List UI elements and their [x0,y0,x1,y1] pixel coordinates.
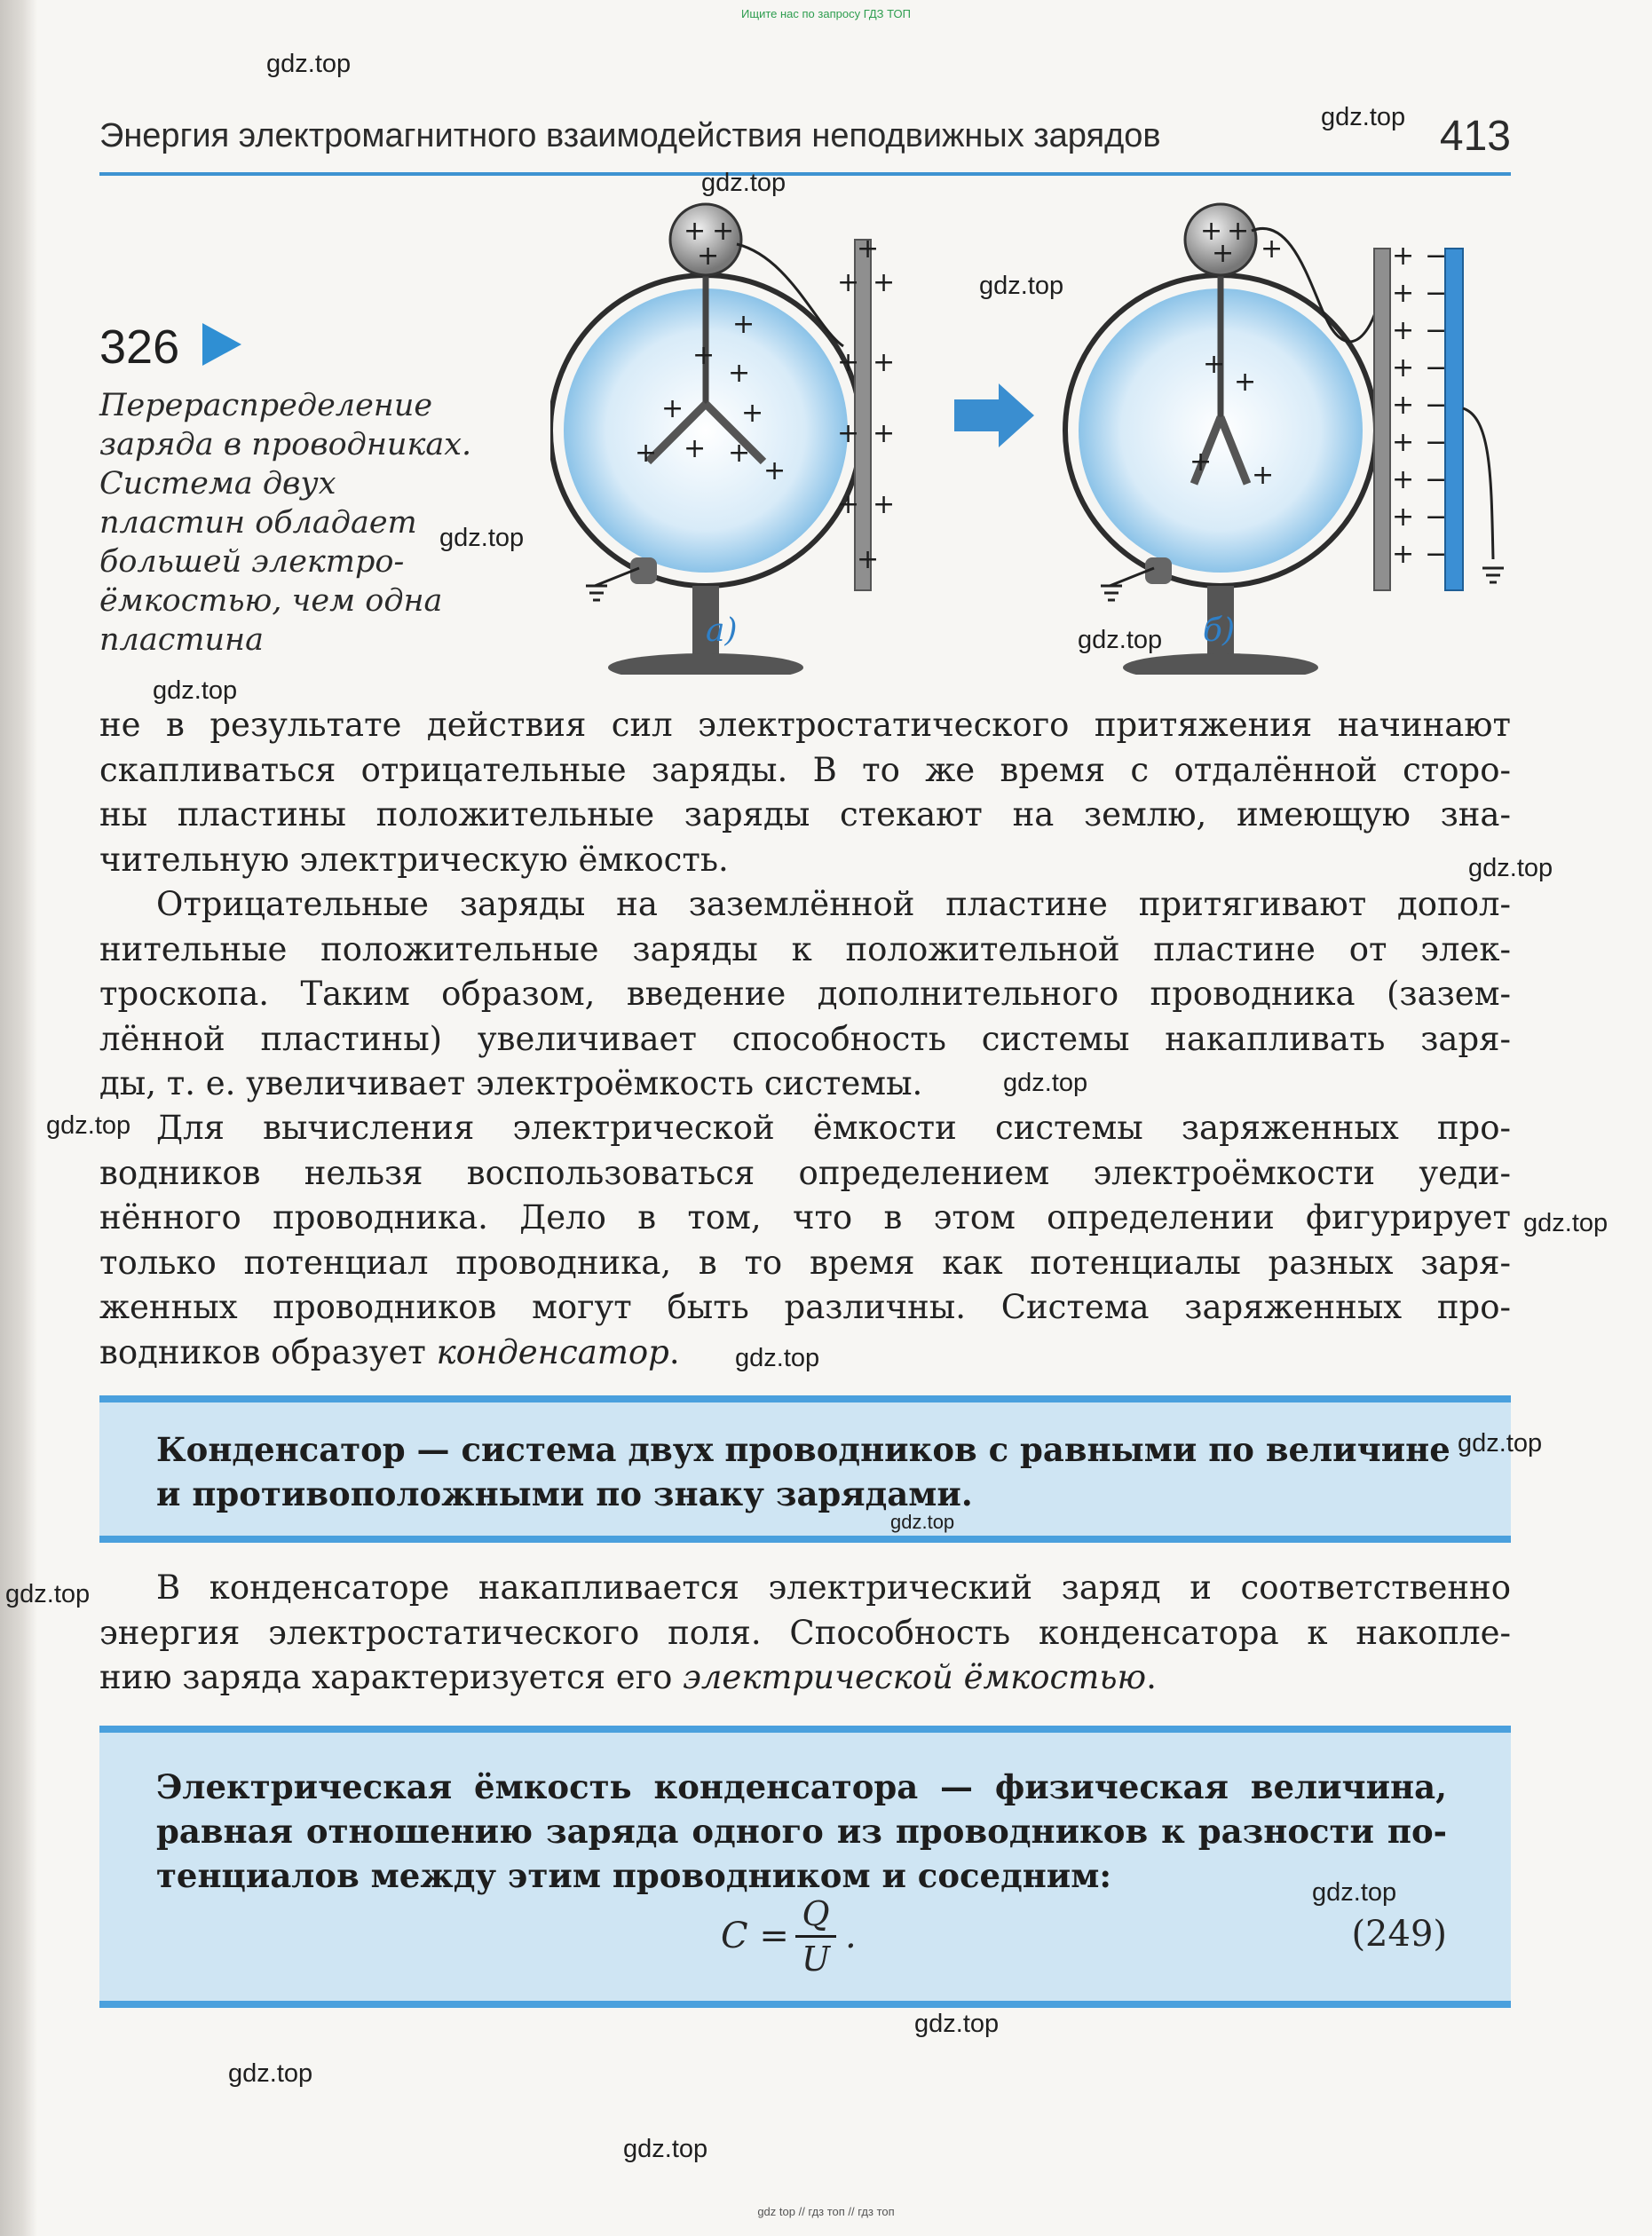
text-line: нительные положительные заряды к положительной пластине от элек- [99,929,1511,968]
plus-charge-mark: + [1227,216,1250,247]
text-line: Для вычисления электрической ёмкости системы заряженных про- [156,1109,1511,1147]
plus-charge-mark: + [1392,390,1415,421]
formula-denominator: U [801,1940,831,1979]
plus-charge-mark: + [1203,349,1226,380]
panel-label-a: а) [706,612,738,649]
minus-charge-mark: − [1425,464,1448,495]
plus-charge-mark: + [697,241,720,272]
plus-charge-mark: + [857,544,880,575]
definition-text [156,1427,1450,1516]
watermark: gdz.top [228,2059,313,2088]
plus-charge-mark: + [741,398,764,429]
definition-line: и противоположными по знаку зарядами. [156,1474,973,1513]
plus-charge-mark: + [1392,315,1415,346]
watermark: gdz.top [1312,1878,1397,1907]
text-line: нённого проводника. Дело в том, что в этом определении фигурирует [99,1198,1511,1237]
watermark: gdz.top [439,524,525,552]
plus-charge-mark: + [1200,216,1223,247]
text-line [99,1655,1511,1701]
watermark: gdz.top [623,2135,708,2163]
minus-charge-mark: − [1425,502,1448,533]
plus-charge-mark: + [1190,446,1213,478]
plus-charge-mark: + [661,393,684,424]
positive-plate-b [1374,249,1390,590]
plus-charge-mark: + [1392,539,1415,570]
text-run: . [1146,1658,1157,1696]
term-capacitor: конденсатор [436,1332,669,1371]
caption-line: Система двух [99,466,336,502]
minus-charge-mark: − [1425,352,1448,383]
transition-arrow-icon [954,383,1034,447]
top-note: Ищите нас по запросу ГДЗ ТОП [741,7,911,20]
fraction-bar [795,1935,836,1938]
watermark: gdz.top [735,1344,820,1372]
plus-charge-mark: + [1234,367,1257,398]
minus-charge-mark: − [1425,427,1448,458]
text-line: троскопа. Таким образом, введение дополнительного проводника (зазем- [99,975,1511,1013]
plus-charge-mark: + [1261,233,1284,265]
plus-charge-mark: + [837,418,860,449]
watermark: gdz.top [1321,103,1406,131]
watermark: gdz.top [46,1111,131,1140]
ground-symbol-b [1101,586,1122,600]
watermark: gdz.top [1523,1209,1609,1237]
watermark: gdz.top [914,2010,1000,2038]
text-line: В конденсаторе накапливается электрический заряд и соответственно [156,1568,1511,1607]
plus-charge-mark: + [857,233,880,265]
page-binding-shadow [0,0,37,2236]
paragraph-4 [99,1566,1511,1701]
plus-charge-mark: + [873,489,896,520]
watermark: gdz.top [1458,1429,1543,1458]
watermark: gdz.top [701,169,786,197]
panel-label-b: б) [1203,612,1236,649]
plus-charge-mark: + [1392,352,1415,383]
text-line: женных проводников могут быть различны. Система заряженных про- [99,1288,1511,1326]
page-number: 413 [1439,113,1511,160]
minus-charge-mark: − [1425,390,1448,421]
plus-charge-mark: + [1392,241,1415,272]
figure-number: 326 [99,320,180,374]
text-line: лённой пластины) увеличивает способность системы накапливать заря- [99,1019,1511,1058]
watermark: gdz.top [153,676,238,705]
electroscope-b [1065,204,1376,675]
text-line: энергия электростатического поля. Способность конденсатора к накопле- [99,1613,1511,1652]
definition-text [156,1765,1447,1898]
plus-charge-mark: + [763,455,786,486]
formula-fraction [795,1894,836,1979]
text-run: . [668,1332,680,1371]
text-line: чительную электрическую ёмкость. [99,840,729,879]
minus-charge-mark: − [1425,278,1448,309]
text-line: водников нельзя воспользоваться определением электроёмкости уеди- [99,1153,1511,1192]
plus-charge-mark: + [873,267,896,298]
equation-number: (249) [1351,1914,1447,1955]
definition-capacitor [99,1395,1511,1543]
text-line: Отрицательные заряды на заземлённой пластине притягивают допол- [156,885,1511,923]
watermark: gdz.top [1468,854,1553,882]
plus-charge-mark: + [684,433,707,464]
electroscope-figure [550,178,1545,675]
watermark: gdz.top [266,50,352,78]
watermark: gdz.top [5,1580,91,1608]
plus-charge-mark: + [684,216,707,247]
plus-charge-mark: + [1392,427,1415,458]
caption-line: Перераспределение [99,388,433,423]
plus-charge-mark: + [1252,460,1275,491]
plus-charge-mark: + [635,438,658,469]
definition-line: тенциалов между этим проводником и соседним: [156,1856,1112,1895]
footer-note: gdz top // гдз топ // гдз топ [757,2205,895,2218]
plus-charge-mark: + [1212,238,1235,269]
plus-charge-mark: + [837,347,860,378]
definition-line: равная отношению заряда одного из проводников к разности по- [156,1812,1447,1851]
paragraph-3 [99,1106,1511,1375]
plus-charge-mark: + [712,216,735,247]
plus-charge-mark: + [732,309,755,340]
running-title: Энергия электромагнитного взаимодействия неподвижных зарядов [99,117,1161,154]
definition-line: Конденсатор — система двух проводников с равными по величине [156,1430,1450,1469]
running-head [99,112,1511,176]
plus-charge-mark: + [692,340,715,371]
minus-charge-mark: − [1425,539,1448,570]
plus-charge-mark: + [837,489,860,520]
caption-line: заряда в проводниках. [99,427,472,462]
plus-charge-mark: + [728,438,751,469]
paragraph-2 [99,882,1511,1107]
definition-capacitance [99,1726,1511,2008]
definition-line: Электрическая ёмкость конденсатора — физическая величина, [156,1767,1447,1806]
plus-charge-mark: + [1392,464,1415,495]
plus-charge-mark: + [873,347,896,378]
formula-capacitance [156,1891,1447,1988]
grounded-plate-charges-b [1425,241,1447,570]
formula-lhs: C = [721,1916,789,1956]
plus-charge-mark: + [837,267,860,298]
figure-caption [99,386,472,660]
minus-charge-mark: − [1425,241,1448,272]
grounded-plate-b [1445,249,1463,590]
electroscope-illustration [550,178,1545,675]
plus-charge-mark: + [1392,278,1415,309]
figure-pointer-icon [202,323,241,366]
paragraph-1 [99,703,1511,882]
text-line: только потенциал проводника, в то время как потенциалы разных заря- [99,1243,1511,1282]
ground-symbol-plate [1482,568,1504,582]
text-line: ды, т. е. увеличивает электроёмкость системы. [99,1064,923,1102]
text-run: нию заряда характеризуется его [99,1658,684,1696]
plus-charge-mark: + [873,418,896,449]
caption-line: большей электро- [99,544,405,580]
plus-charge-mark: + [728,358,751,389]
watermark: gdz.top [890,1511,955,1533]
caption-line: ёмкостью, чем одна [99,583,443,619]
ground-symbol-a [586,586,607,600]
text-line: не в результате действия сил электростатического притяжения начинают [99,706,1511,744]
caption-line: пластин обладает [99,505,417,541]
plus-charge-mark: + [1392,502,1415,533]
formula-numerator: Q [802,1894,830,1933]
watermark: gdz.top [1003,1069,1088,1097]
watermark: gdz.top [1078,626,1163,654]
positive-plate-charges-b [1392,241,1414,570]
text-line: скапливаться отрицательные заряды. В то же время с отдалённой сторо- [99,750,1511,789]
text-line: ны пластины положительные заряды стекают на землю, имеющую зна- [99,795,1511,834]
minus-charge-mark: − [1425,315,1448,346]
watermark: gdz.top [979,272,1064,300]
text-run: водников образует [99,1332,437,1371]
formula-period: . [845,1916,857,1956]
term-capacitance: электрической ёмкостью [683,1658,1147,1696]
caption-line: пластина [99,622,264,658]
